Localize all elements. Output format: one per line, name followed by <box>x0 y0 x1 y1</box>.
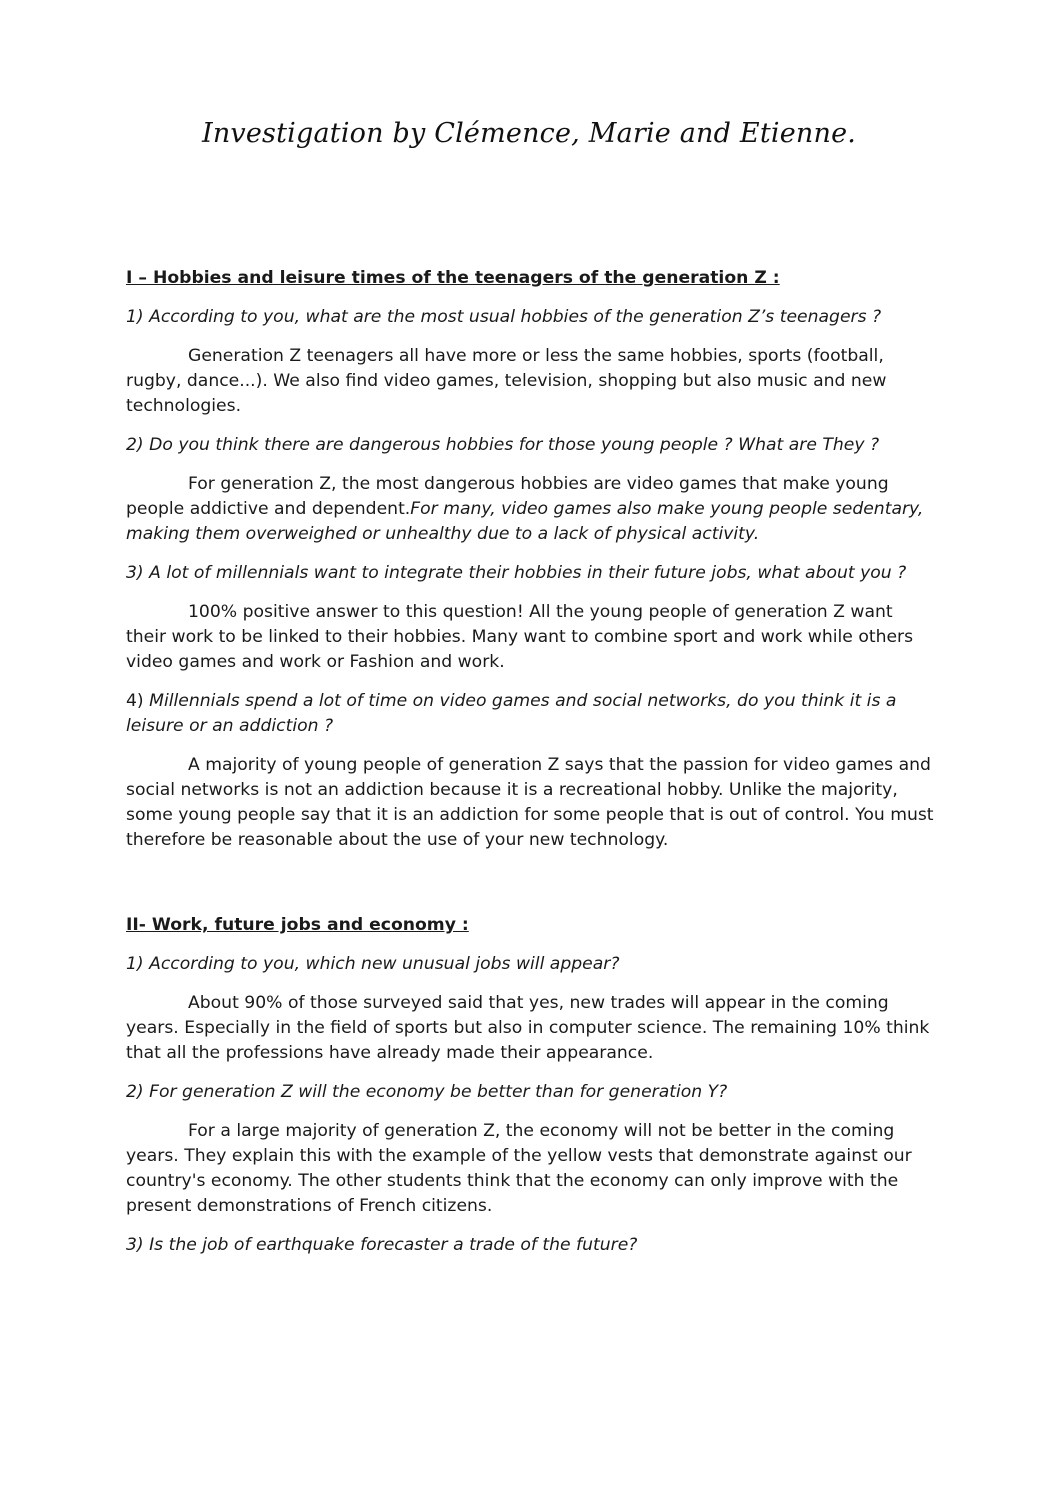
section-1-heading: I – Hobbies and leisure times of the teenagers of the generation Z : <box>126 268 780 288</box>
section-1-question-2: 2) Do you think there are dangerous hobbies for those young people ? What are They ? <box>126 435 880 455</box>
page-title: Investigation by Clémence, Marie and Etienne. <box>201 118 857 149</box>
section-2-question-3: 3) Is the job of earthquake forecaster a trade of the future? <box>126 1235 638 1255</box>
section-2-heading: II- Work, future jobs and economy : <box>126 915 469 935</box>
document-body <box>126 266 938 1272</box>
section-2-answer-1: About 90% of those surveyed said that yes, new trades will appear in the coming years. Especially in the field of sports but also in computer science. The remaining 10% think that all the professions have already made their appearance. <box>126 993 930 1063</box>
answer-2-italic-text: For many, video games also make young people sedentary, making them overweighed or unhealthy due to a lack of physical activity. <box>126 499 924 544</box>
section-1-question-1: 1) According to you, what are the most usual hobbies of the generation Z’s teenagers ? <box>126 307 882 327</box>
answer-2-text: For generation Z, the most dangerous hobbies are video games that make young people addictive and dependent. <box>126 474 889 519</box>
question-4-text: Millennials spend a lot of time on video games and social networks, do you think it is a leisure or an addiction ? <box>126 691 897 736</box>
section-1-question-3: 3) A lot of millennials want to integrate their hobbies in their future jobs, what about you ? <box>126 563 907 583</box>
section-1-answer-4: A majority of young people of generation Z says that the passion for video games and social networks is not an addiction because it is a recreational hobby. Unlike the majority, some young people say that it is an addiction for some people that is out of control. You must therefore be reasonable about the use of your new technology. <box>126 755 934 850</box>
section-1-answer-1: Generation Z teenagers all have more or less the same hobbies, sports (football, rugby, dance...). We also find video games, television, shopping but also music and new technologies. <box>126 346 887 416</box>
section-spacer <box>126 867 938 913</box>
section-2-answer-2: For a large majority of generation Z, the economy will not be better in the coming years. They explain this with the example of the yellow vests that demonstrate against our country's economy. The other students think that the economy can only improve with the present demonstrations of French citizens. <box>126 1121 912 1216</box>
section-2-question-2: 2) For generation Z will the economy be better than for generation Y? <box>126 1082 728 1102</box>
question-4-number: 4) <box>126 691 150 711</box>
section-1-answer-3: 100% positive answer to this question! All the young people of generation Z want their work to be linked to their hobbies. Many want to combine sport and work while others video games and work or Fashion and work. <box>126 602 914 672</box>
section-1-answer-2 <box>126 472 938 547</box>
section-1-question-4 <box>126 689 938 739</box>
section-2-question-1: 1) According to you, which new unusual jobs will appear? <box>126 954 620 974</box>
